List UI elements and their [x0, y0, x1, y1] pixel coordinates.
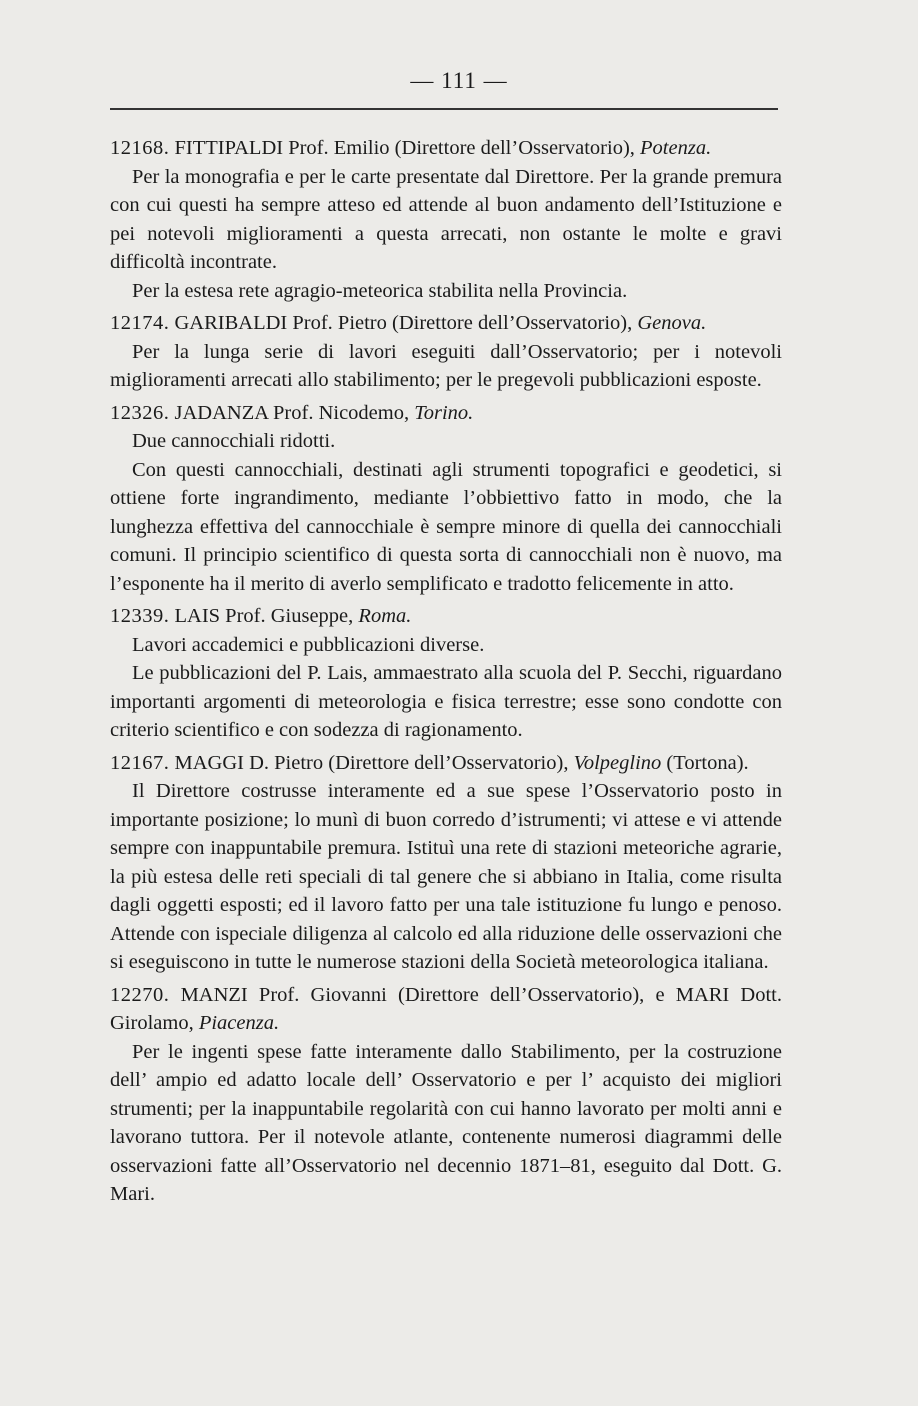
entry-paragraph: Per la monografia e per le carte presentate dal Direttore. Per la grande premura con cui questi ha sempre atteso ed attende al buon andamento dell’Istituzione e pei notevoli miglioramenti a questa arrecati, non ostante le molte e gravi difficoltà incontrate.: [110, 165, 782, 273]
document-body: [110, 134, 782, 1212]
entry-paragraph: Per le ingenti spese fatte interamente dallo Stabilimento, per la costruzione dell’ ampio ed adatto locale dell’ Osservatorio e per l’ acquisto dei migliori strumenti; per la inappuntabile regolarità con cui hanno lavorato per molti anni e lavorano tuttora. Per il notevole atlante, contenente numerosi diagrammi delle osservazioni fatte all’Osservatorio nel decennio 1871–81, eseguito dal Dott. G. Mari.: [110, 1040, 782, 1205]
entry-heading: [110, 602, 782, 631]
entry-heading: [110, 749, 782, 778]
entry-heading: [110, 981, 782, 1038]
entry-number: 12270.: [110, 983, 170, 1006]
header-rule: [110, 108, 778, 110]
entry-12168: [110, 134, 782, 305]
entry-paragraph: Le pubblicazioni del P. Lais, ammaestrato alla scuola del P. Secchi, riguardano importanti argomenti di meteorologia e fisica terrestre; esse sono condotte con criterio scientifico e con sodezza di ragionamento.: [110, 662, 782, 741]
entry-paragraph: Per la lunga serie di lavori eseguiti dall’Osservatorio; per i notevoli miglioramenti arrecati allo stabilimento; per le pregevoli pubblicazioni esposte.: [110, 340, 782, 391]
entry-number: 12339.: [110, 605, 170, 627]
entry-place-suffix: (Tortona).: [666, 751, 749, 774]
entry-heading: [110, 399, 782, 428]
entry-12167: [110, 749, 782, 977]
entry-12326: [110, 399, 782, 599]
entry-paragraph: Con questi cannocchiali, destinati agli strumenti topografici e geodetici, si ottiene forte ingrandimento, mediante l’obbiettivo fatto in modo, che la lunghezza effettiva del cannocchiale è sempre minore di quella dei cannocchiali comuni. Il principio scientifico di questa sorta di cannocchiali non è nuovo, ma l’esponente ha il merito di averlo semplificato e tradotto felicemente in atto.: [110, 458, 782, 595]
entry-number: 12168.: [110, 137, 170, 159]
entry-name: FITTIPALDI Prof. Emilio (Direttore dell’Osservatorio),: [174, 137, 635, 159]
entry-name: JADANZA Prof. Nicodemo,: [174, 401, 410, 424]
page-number: — 111 —: [410, 68, 508, 93]
entry-paragraph: Per la estesa rete agragio-meteorica stabilita nella Provincia.: [132, 279, 628, 302]
entry-paragraph: Lavori accademici e pubblicazioni diverse.: [132, 633, 485, 656]
entry-number: 12326.: [110, 401, 170, 424]
entry-12174: [110, 309, 782, 395]
entry-paragraph: Il Direttore costrusse interamente ed a sue spese l’Osservatorio posto in importante posizione; lo munì di buon corredo d’istrumenti; vi attese e vi attende sempre con inappuntabile premura. Istituì una rete di stazioni meteoriche agrarie, la più estesa delle reti speciali di tal genere che si abbiano in Italia, come risulta dagli oggetti esposti; ed il lavoro fatto per una tale istituzione fu lungo e penoso. Attende con ispeciale diligenza al calcolo ed alla riduzione delle osservazioni che si eseguiscono in tutte le numerose stazioni della Società meteorologica italiana.: [110, 780, 782, 973]
entry-name: GARIBALDI Prof. Pietro (Direttore dell’Osservatorio),: [174, 312, 633, 334]
entry-place: Genova.: [637, 312, 707, 334]
entry-number: 12174.: [110, 312, 170, 334]
entry-12339: [110, 602, 782, 745]
entry-12270: [110, 981, 782, 1209]
entry-place: Roma.: [358, 605, 412, 627]
entry-name: MAGGI D. Pietro (Direttore dell’Osservatorio),: [174, 751, 569, 774]
entry-heading: [110, 309, 782, 338]
entry-place: Piacenza.: [198, 1012, 280, 1034]
entry-paragraph: Due cannocchiali ridotti.: [132, 430, 336, 452]
entry-place: Torino.: [414, 401, 474, 424]
entry-heading: [110, 134, 782, 163]
entry-name: LAIS Prof. Giuseppe,: [174, 605, 354, 627]
entry-place: Potenza.: [640, 137, 712, 159]
entry-name: MANZI Prof. Giovanni (Direttore dell’Osservatorio), e MARI Dott. Girolamo,: [110, 983, 783, 1034]
entry-number: 12167.: [110, 751, 170, 774]
entry-place: Volpeglino: [573, 751, 662, 774]
